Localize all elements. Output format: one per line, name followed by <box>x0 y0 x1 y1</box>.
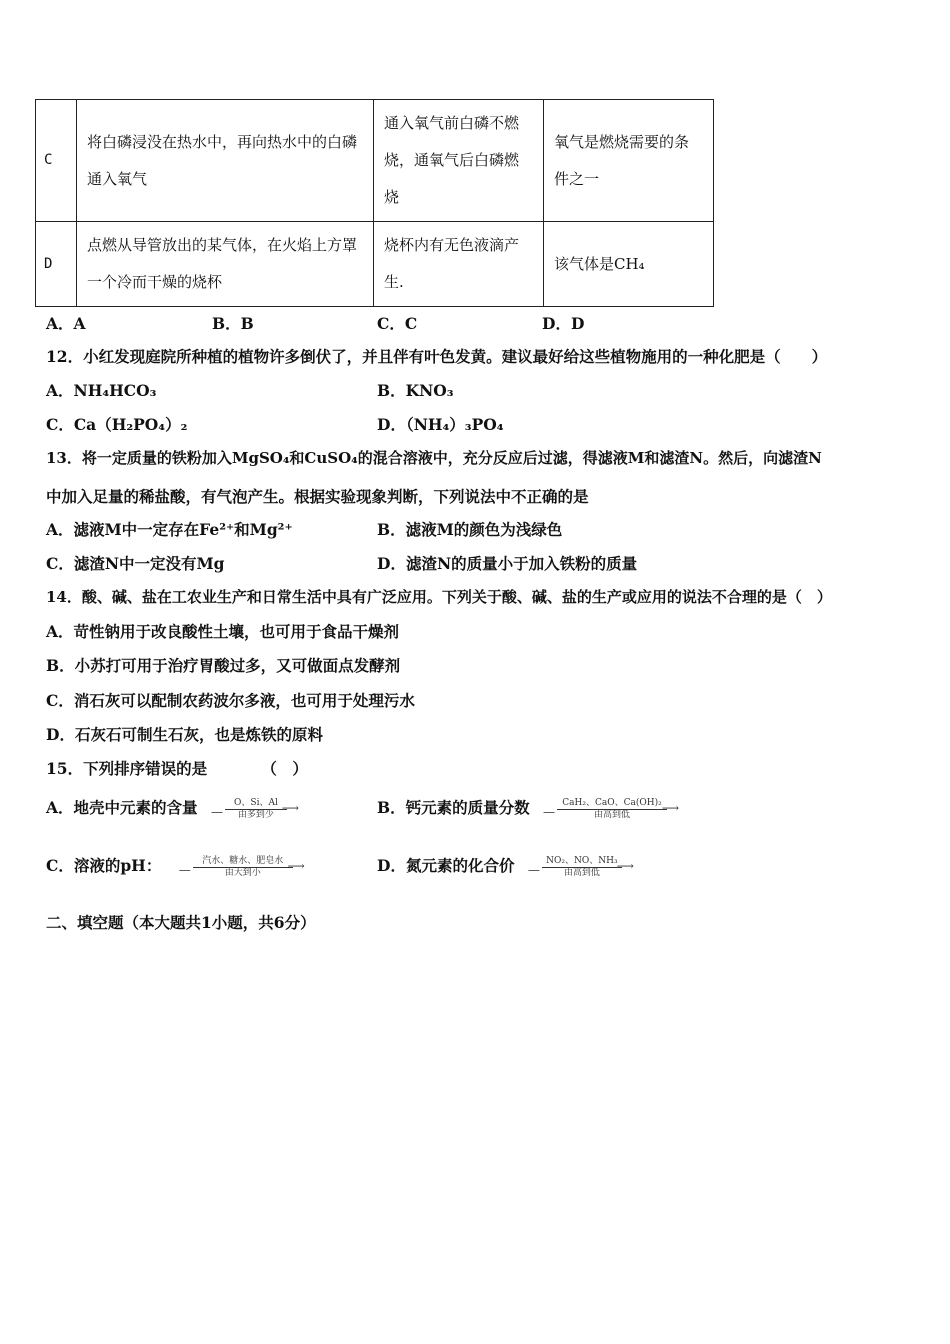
q15-option-c <box>46 854 293 879</box>
q12-option-c: C．Ca（H₂PO₄）₂ <box>46 415 188 434</box>
q15-option-a <box>46 796 287 821</box>
arrow-bar <box>542 867 622 868</box>
reaction-arrow: — NO₂、NO、NH₃ ⟶ 由高到低 <box>542 856 622 879</box>
reaction-arrow: — CaH₂、CaO、Ca(OH)₂ ⟶ 由高到低 <box>557 798 667 821</box>
q14-option-d: D．石灰石可制生石灰，也是炼铁的原料 <box>46 725 323 744</box>
section-2-heading: 二、填空题（本大题共1小题，共6分） <box>46 913 316 932</box>
q13-stem-line2: 中加入足量的稀盐酸，有气泡产生。根据实验现象判断，下列说法中不正确的是 <box>46 487 589 506</box>
row-label: C <box>36 100 77 222</box>
q14-option-c: C．消石灰可以配制农药波尔多液，也可用于处理污水 <box>46 691 415 710</box>
arrow-bar <box>557 809 667 810</box>
conclusion-cell: 该气体是CH₄ <box>544 222 714 307</box>
q14-option-b: B．小苏打可用于治疗胃酸过多，又可做面点发酵剂 <box>46 656 401 675</box>
arrow-bottom-text: 由多到少 <box>237 809 274 820</box>
q13-option-a: A．滤液M中一定存在Fe²⁺和Mg²⁺ <box>46 520 293 539</box>
q12-stem: 12．小红发现庭院所种植的植物许多倒伏了，并且伴有叶色发黄。建议最好给这些植物施用的一种化肥是（ ） <box>46 347 828 366</box>
arrow-bottom-text: 由大到小 <box>224 867 261 878</box>
q15-option-b-label: B．钙元素的质量分数 <box>377 798 530 817</box>
arrow-top-text: O、Si、Al <box>234 797 278 808</box>
q15-option-a-label: A．地壳中元素的含量 <box>46 798 198 817</box>
operation-cell: 将白磷浸没在热水中，再向热水中的白磷通入氧气 <box>77 100 374 222</box>
q14-option-a: A．苛性钠用于改良酸性土壤，也可用于食品干燥剂 <box>46 622 400 641</box>
arrow-bar <box>225 809 287 810</box>
arrow-top-text: CaH₂、CaO、Ca(OH)₂ <box>562 797 662 808</box>
q13-option-b: B．滤液M的颜色为浅绿色 <box>377 520 563 539</box>
q11-option-c: C．C <box>377 314 418 333</box>
conclusion-cell: 氧气是燃烧需要的条件之一 <box>544 100 714 222</box>
arrow-bar <box>193 867 293 868</box>
q11-option-b: B．B <box>212 314 254 333</box>
q15-option-d <box>377 854 622 879</box>
q12-option-a: A．NH₄HCO₃ <box>46 381 157 400</box>
reaction-arrow: — 汽水、糖水、肥皂水 ⟶ 由大到小 <box>193 856 293 879</box>
q12-option-d: D．（NH₄）₃PO₄ <box>377 415 504 434</box>
q14-stem: 14．酸、碱、盐在工农业生产和日常生活中具有广泛应用。下列关于酸、碱、盐的生产或应用的说法不合理的是（ ） <box>46 588 832 606</box>
q13-stem-line1: 13．将一定质量的铁粉加入MgSO₄和CuSO₄的混合溶液中，充分反应后过滤，得滤液M和滤渣N。然后，向滤渣N <box>46 449 822 467</box>
arrow-bottom-text: 由高到低 <box>563 867 600 878</box>
phenomenon-cell: 烧杯内有无色液滴产生. <box>374 222 544 307</box>
reaction-arrow: — O、Si、Al ⟶ 由多到少 <box>225 798 287 821</box>
arrow-top-text: NO₂、NO、NH₃ <box>546 855 618 866</box>
operation-cell: 点燃从导管放出的某气体，在火焰上方罩一个冷而干燥的烧杯 <box>77 222 374 307</box>
table-row <box>36 100 714 222</box>
q12-option-b: B．KNO₃ <box>377 381 454 400</box>
phenomenon-cell: 通入氧气前白磷不燃烧，通氧气后白磷燃烧 <box>374 100 544 222</box>
arrow-bottom-text: 由高到低 <box>594 809 631 820</box>
q11-option-a: A．A <box>46 314 86 333</box>
q15-option-d-label: D．氮元素的化合价 <box>377 856 515 875</box>
q15-stem: 15．下列排序错误的是 （ ） <box>46 759 308 778</box>
arrow-top-text: 汽水、糖水、肥皂水 <box>202 855 284 866</box>
row-label: D <box>36 222 77 307</box>
table-row <box>36 222 714 307</box>
q11-option-d: D．D <box>542 314 585 333</box>
q13-option-d: D．滤渣N的质量小于加入铁粉的质量 <box>377 554 638 573</box>
experiment-table <box>35 99 714 307</box>
q15-option-b <box>377 796 667 821</box>
q15-option-c-label: C．溶液的pH： <box>46 856 162 875</box>
q13-option-c: C．滤渣N中一定没有Mg <box>46 554 225 573</box>
